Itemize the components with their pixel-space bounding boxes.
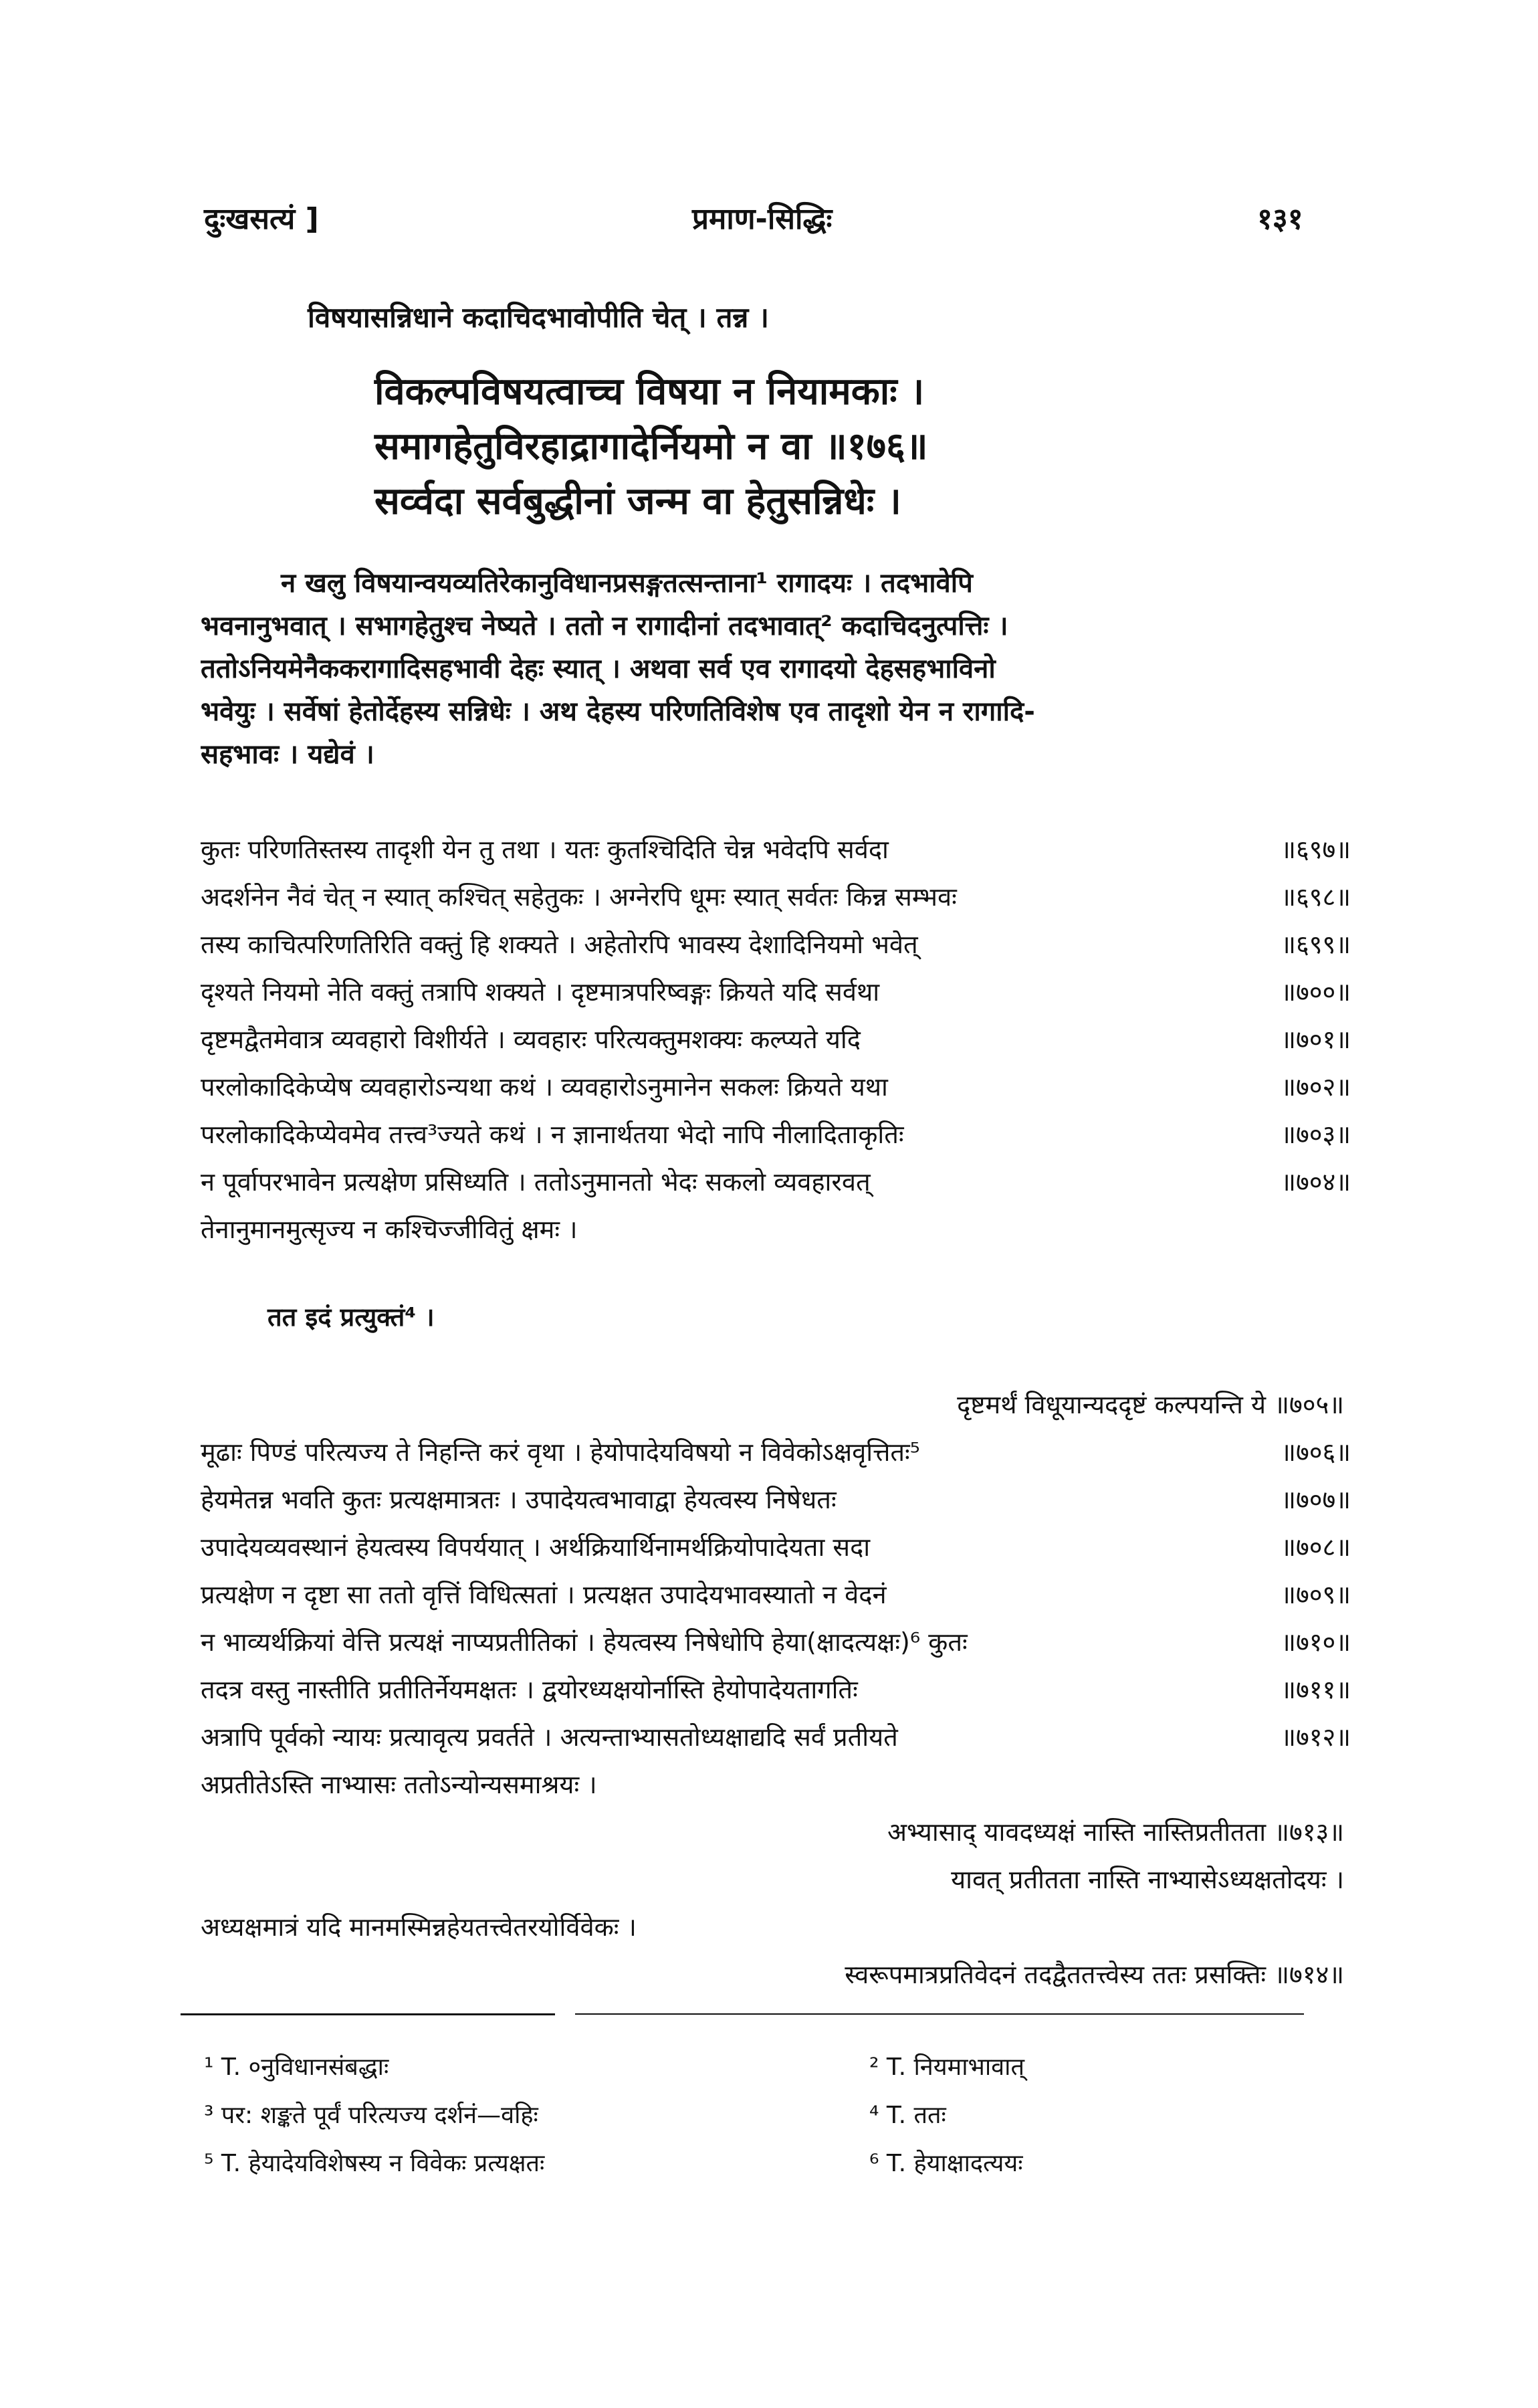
verse-number: ॥७०३॥	[1281, 1120, 1351, 1149]
verse-line	[201, 1064, 1351, 1111]
verse-text: तेनानुमानमुत्सृज्य न कश्चिज्जीवितुं क्षमः ।	[201, 1215, 578, 1244]
verse-number: ॥७१२॥	[1281, 1722, 1351, 1752]
verse-text: परलोकादिकेप्येवमेव तत्त्व³ज्यते कथं । न ज्ञानार्थतया भेदो नापि नीलादिताकृतिः	[201, 1120, 904, 1149]
verse-number: ॥७००॥	[1281, 977, 1351, 1007]
verse-text: तदत्र वस्तु नास्तीति प्रतीतिर्नेयमक्षतः । द्वयोरध्यक्षयोर्नास्ति हेयोपादेयतागतिः	[201, 1675, 858, 1704]
verse-line	[201, 1761, 1351, 1809]
verse-number: ॥७११॥	[1281, 1675, 1351, 1704]
verse-line	[201, 874, 1351, 921]
karika-line: समागहेतुविरहाद्रागादेर्नियमो न वा ॥१७६॥	[374, 425, 928, 468]
verse-block	[201, 826, 1351, 1999]
footnote: ² T. नियमाभावात्	[869, 2053, 1025, 2081]
verse-text: तस्य काचित्परिणतिरिति वक्तुं हि शक्यते । अहेतोरपि भावस्य देशादिनियमो भवेत्	[201, 930, 918, 959]
intro-line: विषयासन्निधाने कदाचिदभावोपीति चेत् । तन्न ।	[308, 301, 769, 334]
verse-number: ॥७०२॥	[1281, 1072, 1351, 1102]
verse-number: ॥७०८॥	[1281, 1532, 1351, 1562]
verse-text: दृष्टमर्थं विधूयान्यददृष्टं कल्पयन्ति ये	[957, 1390, 1267, 1419]
prose-line: सहभावः । यद्येवं ।	[201, 739, 374, 770]
prose-line: भवनानुभवात् । सभागहेतुश्च नेष्यते । ततो न रागादीनां तदभावात्² कदाचिदनुत्पत्तिः ।	[201, 611, 1008, 641]
verse-number: ॥७१०॥	[1281, 1627, 1351, 1657]
verse-text: कुतः परिणतिस्तस्य तादृशी येन तु तथा । यतः कुतश्चिदिति चेन्न भवेदपि सर्वदा	[201, 835, 889, 864]
verse-text: दृश्यते नियमो नेति वक्तुं तत्रापि शक्यते । दृष्टमात्रपरिष्वङ्गः क्रियते यदि सर्वथा	[201, 977, 880, 1007]
verse-line: अध्यक्षमात्रं यदि मानमस्मिन्नहेयतत्त्वेतरयोर्विवेकः ।	[201, 1912, 637, 1942]
verse-number: ॥६९९॥	[1281, 930, 1351, 959]
verse-text: परलोकादिकेप्येष व्यवहारोऽन्यथा कथं । व्यवहारोऽनुमानेन सकलः क्रियते यथा	[201, 1072, 888, 1102]
verse-line-right-aligned	[201, 1856, 1351, 1904]
page-number: १३१	[1257, 202, 1303, 236]
verse-text: न पूर्वापरभावेन प्रत्यक्षेण प्रसिध्यति । ततोऽनुमानतो भेदः सकलो व्यवहारवत्	[201, 1167, 871, 1197]
verse-line	[201, 1429, 1351, 1476]
verse-number: ॥७१४॥	[1274, 1960, 1344, 1989]
verse-text: प्रत्यक्षेण न दृष्टा सा ततो वृत्तिं विधित्सतां । प्रत्यक्षत उपादेयभावस्यातो न वेदनं	[201, 1580, 887, 1609]
verse-line	[201, 1476, 1351, 1524]
verse-line	[201, 826, 1351, 874]
verse-line-right-aligned	[201, 1951, 1351, 1999]
verse-line	[201, 1159, 1351, 1206]
verse-text: अत्रापि पूर्वको न्यायः प्रत्यावृत्य प्रवर्तते । अत्यन्ताभ्यासतोध्यक्षाद्यदि सर्वं प्रतीयते	[201, 1722, 898, 1752]
verse-text: उपादेयव्यवस्थानं हेयत्वस्य विपर्ययात् । अर्थक्रियार्थिनामर्थक्रियोपादेयता सदा	[201, 1532, 871, 1562]
commentary-prose	[201, 562, 1351, 776]
verse-line	[201, 1111, 1351, 1159]
verse-line	[201, 1571, 1351, 1619]
verse-line	[201, 1206, 1351, 1253]
footnotes-right	[869, 2043, 1337, 2188]
verse-text: स्वरूपमात्रप्रतिवेदनं तदद्वैततत्त्वेस्य ततः प्रसक्तिः	[845, 1960, 1267, 1989]
tatah-line: तत इदं प्रत्युक्तं⁴ ।	[267, 1302, 435, 1332]
verse-line	[201, 1714, 1351, 1761]
verse-line-right-aligned	[201, 1381, 1351, 1429]
verse-number: ॥७०६॥	[1281, 1437, 1351, 1467]
verse-line	[201, 1524, 1351, 1571]
verse-text: अभ्यासाद् यावदध्यक्षं नास्ति नास्तिप्रतीतता	[887, 1817, 1267, 1847]
footnote: ³ पर: शङ्कते पूर्वं परित्यज्य दर्शनं—वहिः	[204, 2102, 538, 2129]
footnotes-left	[204, 2043, 806, 2188]
spacer	[201, 1341, 1351, 1381]
verse-line	[201, 1016, 1351, 1064]
verse-text: मूढाः पिण्डं परित्यज्य ते निहन्ति करं वृथा । हेयोपादेयविषयो न विवेकोऽक्षवृत्तितः⁵	[201, 1437, 920, 1467]
verse-number: ॥७०७॥	[1281, 1485, 1351, 1514]
footnote-rule-right	[575, 2013, 1304, 2015]
verse-number: ॥७०५॥	[1274, 1390, 1344, 1419]
verse-line	[201, 921, 1351, 969]
verse-number: ॥७०४॥	[1281, 1167, 1351, 1197]
karika-line: विकल्पविषयत्वाच्च विषया न नियामकाः ।	[374, 370, 925, 413]
footnote: ¹ T. ०नुविधानसंबद्धाः	[204, 2053, 389, 2081]
verse-number: ॥६९७॥	[1281, 835, 1351, 864]
verse-text: न भाव्यर्थक्रियां वेत्ति प्रत्यक्षं नाप्यप्रतीतिकां । हेयत्वस्य निषेधोपि हेया(क्षादत्यक्षः)⁶ कुतः	[201, 1627, 968, 1657]
running-header-title: प्रमाण-सिद्धिः	[692, 202, 833, 236]
prose-line: ततोऽनियमेनैककरागादिसहभावी देहः स्यात् । अथवा सर्व एव रागादयो देहसहभाविनो	[201, 654, 996, 684]
verse-text: दृष्टमद्वैतमेवात्र व्यवहारो विशीर्यते । व्यवहारः परित्यक्तुमशक्यः कल्प्यते यदि	[201, 1025, 861, 1054]
verse-number: ॥७०१॥	[1281, 1025, 1351, 1054]
verse-number: ॥६९८॥	[1281, 882, 1351, 912]
footnote: ⁵ T. हेयादेयविशेषस्य न विवेकः प्रत्यक्षतः	[204, 2150, 545, 2177]
footnote: ⁶ T. हेयाक्षादत्ययः	[869, 2150, 1023, 2177]
verse-text: अप्रतीतेऽस्ति नाभ्यासः ततोऽन्योन्यसमाश्रयः ।	[201, 1770, 597, 1799]
footnote: ⁴ T. ततः	[869, 2102, 946, 2129]
verse-line	[201, 1619, 1351, 1666]
verse-text: हेयमेतन्न भवति कुतः प्रत्यक्षमात्रतः । उपादेयत्वभावाद्वा हेयत्वस्य निषेधतः	[201, 1485, 837, 1514]
verse-number: ॥७०९॥	[1281, 1580, 1351, 1609]
spacer	[201, 1253, 1351, 1294]
verse-line	[201, 969, 1351, 1016]
verse-line-right-aligned	[201, 1809, 1351, 1856]
verse-line	[201, 1666, 1351, 1714]
footnote-rule-left	[181, 2013, 555, 2015]
verse-text: यावत् प्रतीतता नास्ति नाभ्यासेऽध्यक्षतोदयः ।	[951, 1865, 1344, 1894]
verse-number: ॥७१३॥	[1274, 1817, 1344, 1847]
karika-block	[374, 365, 1391, 529]
prose-line: भवेयुः । सर्वेषां हेतोर्देहस्य सन्निधेः । अथ देहस्य परिणतिविशेष एव तादृशो येन न रागादि-	[201, 696, 1035, 727]
prose-line: न खलु विषयान्वयव्यतिरेकानुविधानप्रसङ्गतत्सन्ताना¹ रागादयः । तदभावेपि	[281, 568, 973, 599]
verse-text: अदर्शनेन नैवं चेत् न स्यात् कश्चित् सहेतुकः । अग्नेरपि धूमः स्यात् सर्वतः किन्न सम्भवः	[201, 882, 957, 912]
running-header-left: दुःखसत्यं ]	[204, 202, 319, 236]
karika-line: सर्व्वदा सर्वबुद्धीनां जन्म वा हेतुसन्निधेः ।	[374, 480, 901, 523]
